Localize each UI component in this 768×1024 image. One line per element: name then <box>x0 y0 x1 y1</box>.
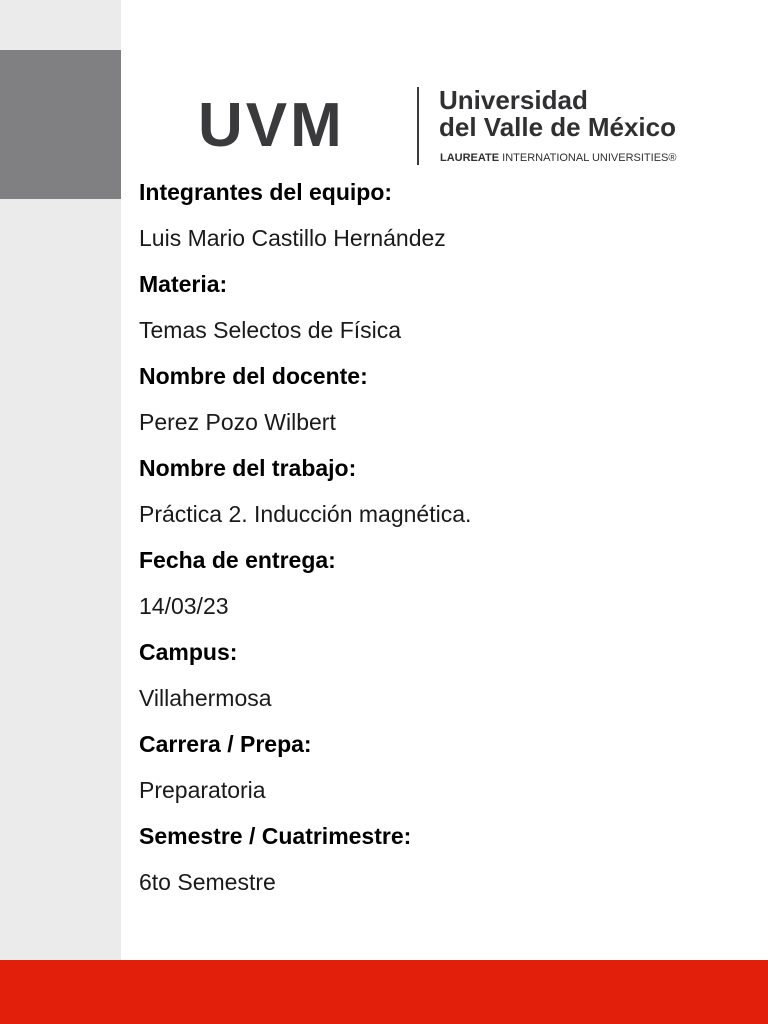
program-label: Carrera / Prepa: <box>139 731 312 757</box>
teacher-label: Nombre del docente: <box>139 363 368 389</box>
due-date-label: Fecha de entrega: <box>139 547 336 573</box>
footer-red-bar <box>0 960 768 1024</box>
logo-laureate-tagline <box>440 151 677 165</box>
logo-divider <box>417 87 419 165</box>
logo-laureate-word: LAUREATE <box>440 152 500 164</box>
team-members-value: Luis Mario Castillo Hernández <box>139 225 446 251</box>
team-members-label: Integrantes del equipo: <box>139 179 393 205</box>
campus-label: Campus: <box>139 639 238 665</box>
sidebar-accent-block <box>0 50 121 199</box>
semester-label: Semestre / Cuatrimestre: <box>139 823 412 849</box>
logo-mark: UVM <box>198 91 345 160</box>
teacher-value: Perez Pozo Wilbert <box>139 409 336 435</box>
semester-value: 6to Semestre <box>139 869 276 895</box>
logo-university-name-line1: Universidad <box>439 85 588 115</box>
subject-value: Temas Selectos de Física <box>139 317 402 343</box>
work-title-value: Práctica 2. Inducción magnética. <box>139 501 472 527</box>
logo-tagline-rest: INTERNATIONAL UNIVERSITIES® <box>499 152 677 164</box>
campus-value: Villahermosa <box>139 685 272 711</box>
logo-university-name-line2: del Valle de México <box>439 112 676 142</box>
due-date-value: 14/03/23 <box>139 593 229 619</box>
cover-info <box>139 172 739 908</box>
program-value: Preparatoria <box>139 777 266 803</box>
work-title-label: Nombre del trabajo: <box>139 455 357 481</box>
uvm-logo <box>198 85 698 167</box>
subject-label: Materia: <box>139 271 228 297</box>
